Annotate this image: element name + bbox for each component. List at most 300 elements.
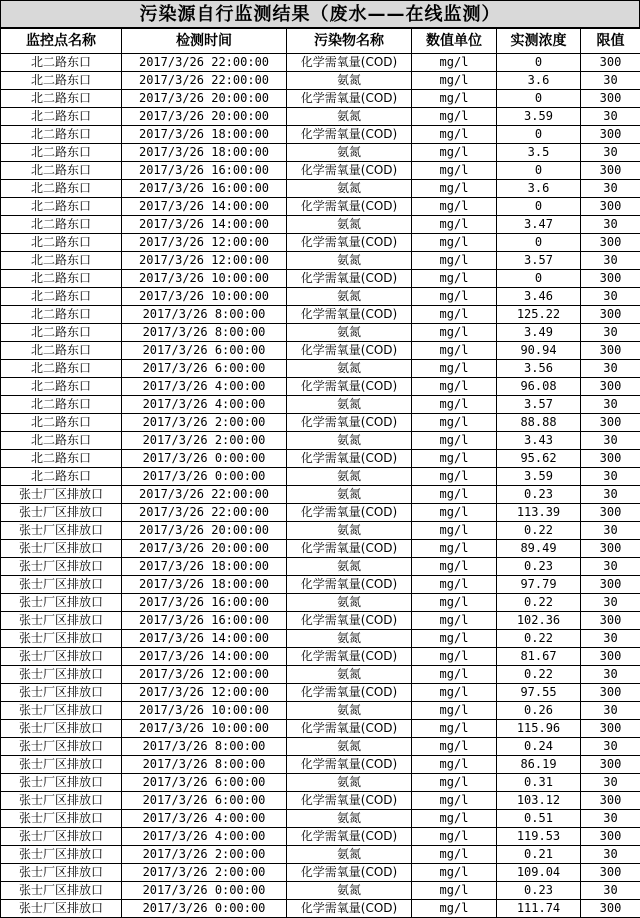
- detection-time-cell: 2017/3/26 6:00:00: [122, 342, 287, 360]
- detection-time-cell: 2017/3/26 18:00:00: [122, 576, 287, 594]
- unit-cell: mg/l: [412, 774, 497, 792]
- measured-concentration-cell: 0: [497, 162, 581, 180]
- unit-cell: mg/l: [412, 54, 497, 72]
- table-row: [1, 360, 640, 378]
- detection-time-cell: 2017/3/26 8:00:00: [122, 306, 287, 324]
- unit-cell: mg/l: [412, 144, 497, 162]
- table-row: [1, 108, 640, 126]
- site-name-cell: 张士厂区排放口: [1, 612, 122, 630]
- site-name-cell: 张士厂区排放口: [1, 846, 122, 864]
- measured-concentration-cell: 3.43: [497, 432, 581, 450]
- detection-time-cell: 2017/3/26 18:00:00: [122, 126, 287, 144]
- unit-cell: mg/l: [412, 270, 497, 288]
- site-name-cell: 北二路东口: [1, 414, 122, 432]
- site-name-cell: 张士厂区排放口: [1, 882, 122, 900]
- detection-time-cell: 2017/3/26 22:00:00: [122, 54, 287, 72]
- table-row: [1, 486, 640, 504]
- measured-concentration-cell: 88.88: [497, 414, 581, 432]
- unit-cell: mg/l: [412, 882, 497, 900]
- limit-cell: 30: [581, 558, 640, 576]
- pollutant-name-cell: 氨氮: [287, 846, 412, 864]
- table-header-row: [1, 29, 640, 54]
- limit-cell: 300: [581, 126, 640, 144]
- detection-time-cell: 2017/3/26 22:00:00: [122, 72, 287, 90]
- pollutant-name-cell: 化学需氧量(COD): [287, 126, 412, 144]
- detection-time-cell: 2017/3/26 10:00:00: [122, 270, 287, 288]
- pollutant-name-cell: 化学需氧量(COD): [287, 450, 412, 468]
- site-name-cell: 张士厂区排放口: [1, 576, 122, 594]
- unit-cell: mg/l: [412, 504, 497, 522]
- pollutant-name-cell: 氨氮: [287, 288, 412, 306]
- detection-time-cell: 2017/3/26 4:00:00: [122, 810, 287, 828]
- pollutant-name-cell: 氨氮: [287, 216, 412, 234]
- table-row: [1, 666, 640, 684]
- limit-cell: 300: [581, 450, 640, 468]
- detection-time-cell: 2017/3/26 0:00:00: [122, 450, 287, 468]
- limit-cell: 300: [581, 414, 640, 432]
- limit-cell: 300: [581, 162, 640, 180]
- pollutant-name-cell: 化学需氧量(COD): [287, 684, 412, 702]
- measured-concentration-cell: 0: [497, 234, 581, 252]
- limit-cell: 30: [581, 774, 640, 792]
- site-name-cell: 北二路东口: [1, 396, 122, 414]
- measured-concentration-cell: 119.53: [497, 828, 581, 846]
- pollutant-name-cell: 化学需氧量(COD): [287, 720, 412, 738]
- pollutant-name-cell: 氨氮: [287, 702, 412, 720]
- measured-concentration-cell: 3.56: [497, 360, 581, 378]
- measured-concentration-cell: 0.22: [497, 522, 581, 540]
- table-row: [1, 198, 640, 216]
- unit-cell: mg/l: [412, 126, 497, 144]
- site-name-cell: 北二路东口: [1, 324, 122, 342]
- limit-cell: 30: [581, 810, 640, 828]
- table-row: [1, 324, 640, 342]
- limit-cell: 30: [581, 396, 640, 414]
- site-name-cell: 张士厂区排放口: [1, 594, 122, 612]
- pollutant-name-cell: 氨氮: [287, 72, 412, 90]
- measured-concentration-cell: 3.59: [497, 108, 581, 126]
- table-row: [1, 594, 640, 612]
- limit-cell: 30: [581, 522, 640, 540]
- unit-cell: mg/l: [412, 450, 497, 468]
- table-row: [1, 396, 640, 414]
- measured-concentration-cell: 3.57: [497, 252, 581, 270]
- detection-time-cell: 2017/3/26 8:00:00: [122, 324, 287, 342]
- table-row: [1, 828, 640, 846]
- site-name-cell: 张士厂区排放口: [1, 522, 122, 540]
- header-site-name: 监控点名称: [1, 29, 122, 54]
- limit-cell: 30: [581, 324, 640, 342]
- detection-time-cell: 2017/3/26 8:00:00: [122, 738, 287, 756]
- table-row: [1, 720, 640, 738]
- table-row: [1, 846, 640, 864]
- unit-cell: mg/l: [412, 468, 497, 486]
- measured-concentration-cell: 0.22: [497, 594, 581, 612]
- unit-cell: mg/l: [412, 594, 497, 612]
- pollutant-name-cell: 氨氮: [287, 630, 412, 648]
- site-name-cell: 张士厂区排放口: [1, 504, 122, 522]
- site-name-cell: 北二路东口: [1, 126, 122, 144]
- detection-time-cell: 2017/3/26 12:00:00: [122, 684, 287, 702]
- pollutant-name-cell: 化学需氧量(COD): [287, 270, 412, 288]
- limit-cell: 300: [581, 540, 640, 558]
- table-row: [1, 252, 640, 270]
- table-row: [1, 270, 640, 288]
- header-limit: 限值: [581, 29, 640, 54]
- site-name-cell: 北二路东口: [1, 252, 122, 270]
- unit-cell: mg/l: [412, 666, 497, 684]
- measured-concentration-cell: 97.55: [497, 684, 581, 702]
- unit-cell: mg/l: [412, 810, 497, 828]
- pollutant-name-cell: 化学需氧量(COD): [287, 756, 412, 774]
- limit-cell: 30: [581, 486, 640, 504]
- site-name-cell: 北二路东口: [1, 342, 122, 360]
- unit-cell: mg/l: [412, 864, 497, 882]
- pollutant-name-cell: 氨氮: [287, 522, 412, 540]
- table-row: [1, 540, 640, 558]
- header-pollutant-name: 污染物名称: [287, 29, 412, 54]
- limit-cell: 30: [581, 702, 640, 720]
- unit-cell: mg/l: [412, 342, 497, 360]
- table-row: [1, 756, 640, 774]
- limit-cell: 300: [581, 234, 640, 252]
- pollutant-name-cell: 化学需氧量(COD): [287, 540, 412, 558]
- unit-cell: mg/l: [412, 648, 497, 666]
- measured-concentration-cell: 86.19: [497, 756, 581, 774]
- limit-cell: 300: [581, 198, 640, 216]
- pollutant-name-cell: 氨氮: [287, 396, 412, 414]
- detection-time-cell: 2017/3/26 12:00:00: [122, 666, 287, 684]
- pollutant-name-cell: 氨氮: [287, 774, 412, 792]
- pollutant-name-cell: 化学需氧量(COD): [287, 306, 412, 324]
- pollutant-name-cell: 化学需氧量(COD): [287, 828, 412, 846]
- site-name-cell: 北二路东口: [1, 198, 122, 216]
- table-row: [1, 216, 640, 234]
- limit-cell: 300: [581, 792, 640, 810]
- table-row: [1, 792, 640, 810]
- detection-time-cell: 2017/3/26 14:00:00: [122, 630, 287, 648]
- detection-time-cell: 2017/3/26 22:00:00: [122, 486, 287, 504]
- measured-concentration-cell: 0: [497, 198, 581, 216]
- table-row: [1, 702, 640, 720]
- unit-cell: mg/l: [412, 396, 497, 414]
- measured-concentration-cell: 0.26: [497, 702, 581, 720]
- site-name-cell: 张士厂区排放口: [1, 864, 122, 882]
- site-name-cell: 张士厂区排放口: [1, 756, 122, 774]
- unit-cell: mg/l: [412, 900, 497, 918]
- pollutant-name-cell: 氨氮: [287, 666, 412, 684]
- unit-cell: mg/l: [412, 684, 497, 702]
- measured-concentration-cell: 103.12: [497, 792, 581, 810]
- table-row: [1, 774, 640, 792]
- measured-concentration-cell: 89.49: [497, 540, 581, 558]
- site-name-cell: 北二路东口: [1, 108, 122, 126]
- site-name-cell: 北二路东口: [1, 54, 122, 72]
- pollutant-name-cell: 氨氮: [287, 432, 412, 450]
- pollutant-name-cell: 化学需氧量(COD): [287, 792, 412, 810]
- limit-cell: 30: [581, 432, 640, 450]
- limit-cell: 300: [581, 576, 640, 594]
- unit-cell: mg/l: [412, 252, 497, 270]
- unit-cell: mg/l: [412, 540, 497, 558]
- pollutant-name-cell: 化学需氧量(COD): [287, 900, 412, 918]
- detection-time-cell: 2017/3/26 16:00:00: [122, 612, 287, 630]
- unit-cell: mg/l: [412, 234, 497, 252]
- measured-concentration-cell: 95.62: [497, 450, 581, 468]
- measured-concentration-cell: 0.23: [497, 558, 581, 576]
- site-name-cell: 张士厂区排放口: [1, 900, 122, 918]
- unit-cell: mg/l: [412, 522, 497, 540]
- limit-cell: 300: [581, 648, 640, 666]
- pollutant-name-cell: 化学需氧量(COD): [287, 414, 412, 432]
- measured-concentration-cell: 3.6: [497, 180, 581, 198]
- detection-time-cell: 2017/3/26 6:00:00: [122, 792, 287, 810]
- pollutant-name-cell: 化学需氧量(COD): [287, 198, 412, 216]
- site-name-cell: 北二路东口: [1, 378, 122, 396]
- site-name-cell: 张士厂区排放口: [1, 810, 122, 828]
- measured-concentration-cell: 3.6: [497, 72, 581, 90]
- measured-concentration-cell: 111.74: [497, 900, 581, 918]
- limit-cell: 300: [581, 504, 640, 522]
- detection-time-cell: 2017/3/26 14:00:00: [122, 198, 287, 216]
- measured-concentration-cell: 3.5: [497, 144, 581, 162]
- detection-time-cell: 2017/3/26 6:00:00: [122, 360, 287, 378]
- detection-time-cell: 2017/3/26 10:00:00: [122, 288, 287, 306]
- table-row: [1, 522, 640, 540]
- detection-time-cell: 2017/3/26 4:00:00: [122, 828, 287, 846]
- pollutant-name-cell: 氨氮: [287, 144, 412, 162]
- limit-cell: 30: [581, 846, 640, 864]
- unit-cell: mg/l: [412, 378, 497, 396]
- pollutant-name-cell: 化学需氧量(COD): [287, 648, 412, 666]
- limit-cell: 30: [581, 666, 640, 684]
- measured-concentration-cell: 113.39: [497, 504, 581, 522]
- measured-concentration-cell: 3.46: [497, 288, 581, 306]
- measured-concentration-cell: 0: [497, 270, 581, 288]
- measured-concentration-cell: 96.08: [497, 378, 581, 396]
- unit-cell: mg/l: [412, 558, 497, 576]
- detection-time-cell: 2017/3/26 0:00:00: [122, 468, 287, 486]
- pollutant-name-cell: 氨氮: [287, 594, 412, 612]
- pollutant-name-cell: 化学需氧量(COD): [287, 90, 412, 108]
- measured-concentration-cell: 0: [497, 90, 581, 108]
- table-row: [1, 342, 640, 360]
- limit-cell: 300: [581, 90, 640, 108]
- site-name-cell: 北二路东口: [1, 288, 122, 306]
- table-row: [1, 432, 640, 450]
- monitoring-results-table: [0, 28, 640, 918]
- header-detection-time: 检测时间: [122, 29, 287, 54]
- pollutant-name-cell: 化学需氧量(COD): [287, 234, 412, 252]
- site-name-cell: 北二路东口: [1, 90, 122, 108]
- pollutant-name-cell: 氨氮: [287, 108, 412, 126]
- unit-cell: mg/l: [412, 846, 497, 864]
- page-title: 污染源自行监测结果（废水——在线监测）: [0, 0, 640, 28]
- header-measured-concentration: 实测浓度: [497, 29, 581, 54]
- limit-cell: 30: [581, 630, 640, 648]
- unit-cell: mg/l: [412, 162, 497, 180]
- site-name-cell: 张士厂区排放口: [1, 720, 122, 738]
- measured-concentration-cell: 3.59: [497, 468, 581, 486]
- limit-cell: 30: [581, 738, 640, 756]
- limit-cell: 30: [581, 108, 640, 126]
- pollutant-name-cell: 氨氮: [287, 486, 412, 504]
- measured-concentration-cell: 115.96: [497, 720, 581, 738]
- table-row: [1, 504, 640, 522]
- limit-cell: 30: [581, 216, 640, 234]
- table-row: [1, 126, 640, 144]
- table-row: [1, 612, 640, 630]
- pollutant-name-cell: 化学需氧量(COD): [287, 864, 412, 882]
- unit-cell: mg/l: [412, 756, 497, 774]
- table-row: [1, 378, 640, 396]
- limit-cell: 300: [581, 612, 640, 630]
- detection-time-cell: 2017/3/26 10:00:00: [122, 720, 287, 738]
- detection-time-cell: 2017/3/26 16:00:00: [122, 180, 287, 198]
- limit-cell: 300: [581, 756, 640, 774]
- table-row: [1, 864, 640, 882]
- detection-time-cell: 2017/3/26 18:00:00: [122, 558, 287, 576]
- limit-cell: 30: [581, 180, 640, 198]
- limit-cell: 300: [581, 684, 640, 702]
- table-row: [1, 468, 640, 486]
- table-row: [1, 180, 640, 198]
- unit-cell: mg/l: [412, 90, 497, 108]
- unit-cell: mg/l: [412, 288, 497, 306]
- measured-concentration-cell: 97.79: [497, 576, 581, 594]
- table-row: [1, 450, 640, 468]
- pollutant-name-cell: 氨氮: [287, 360, 412, 378]
- table-row: [1, 162, 640, 180]
- pollutant-name-cell: 化学需氧量(COD): [287, 54, 412, 72]
- detection-time-cell: 2017/3/26 12:00:00: [122, 252, 287, 270]
- limit-cell: 30: [581, 288, 640, 306]
- pollutant-name-cell: 化学需氧量(COD): [287, 378, 412, 396]
- limit-cell: 30: [581, 882, 640, 900]
- table-row: [1, 648, 640, 666]
- pollutant-name-cell: 氨氮: [287, 180, 412, 198]
- detection-time-cell: 2017/3/26 4:00:00: [122, 378, 287, 396]
- site-name-cell: 张士厂区排放口: [1, 666, 122, 684]
- measured-concentration-cell: 0.51: [497, 810, 581, 828]
- site-name-cell: 张士厂区排放口: [1, 684, 122, 702]
- pollutant-name-cell: 化学需氧量(COD): [287, 342, 412, 360]
- unit-cell: mg/l: [412, 486, 497, 504]
- table-row: [1, 414, 640, 432]
- site-name-cell: 张士厂区排放口: [1, 648, 122, 666]
- detection-time-cell: 2017/3/26 2:00:00: [122, 846, 287, 864]
- site-name-cell: 北二路东口: [1, 180, 122, 198]
- unit-cell: mg/l: [412, 630, 497, 648]
- site-name-cell: 北二路东口: [1, 234, 122, 252]
- measured-concentration-cell: 125.22: [497, 306, 581, 324]
- pollutant-name-cell: 氨氮: [287, 810, 412, 828]
- unit-cell: mg/l: [412, 306, 497, 324]
- limit-cell: 300: [581, 378, 640, 396]
- limit-cell: 300: [581, 864, 640, 882]
- table-body: [1, 54, 640, 918]
- measured-concentration-cell: 0.23: [497, 486, 581, 504]
- measured-concentration-cell: 0.31: [497, 774, 581, 792]
- pollutant-name-cell: 氨氮: [287, 252, 412, 270]
- detection-time-cell: 2017/3/26 12:00:00: [122, 234, 287, 252]
- detection-time-cell: 2017/3/26 2:00:00: [122, 414, 287, 432]
- table-row: [1, 738, 640, 756]
- unit-cell: mg/l: [412, 720, 497, 738]
- detection-time-cell: 2017/3/26 16:00:00: [122, 162, 287, 180]
- pollutant-name-cell: 化学需氧量(COD): [287, 504, 412, 522]
- measured-concentration-cell: 0.22: [497, 666, 581, 684]
- pollutant-name-cell: 化学需氧量(COD): [287, 162, 412, 180]
- detection-time-cell: 2017/3/26 20:00:00: [122, 90, 287, 108]
- detection-time-cell: 2017/3/26 0:00:00: [122, 900, 287, 918]
- detection-time-cell: 2017/3/26 20:00:00: [122, 108, 287, 126]
- unit-cell: mg/l: [412, 702, 497, 720]
- measured-concentration-cell: 3.47: [497, 216, 581, 234]
- site-name-cell: 北二路东口: [1, 468, 122, 486]
- table-row: [1, 630, 640, 648]
- detection-time-cell: 2017/3/26 10:00:00: [122, 702, 287, 720]
- pollutant-name-cell: 化学需氧量(COD): [287, 576, 412, 594]
- pollutant-name-cell: 氨氮: [287, 882, 412, 900]
- limit-cell: 300: [581, 900, 640, 918]
- site-name-cell: 张士厂区排放口: [1, 774, 122, 792]
- detection-time-cell: 2017/3/26 16:00:00: [122, 594, 287, 612]
- detection-time-cell: 2017/3/26 2:00:00: [122, 432, 287, 450]
- limit-cell: 300: [581, 270, 640, 288]
- site-name-cell: 张士厂区排放口: [1, 702, 122, 720]
- measured-concentration-cell: 81.67: [497, 648, 581, 666]
- measured-concentration-cell: 0: [497, 54, 581, 72]
- unit-cell: mg/l: [412, 738, 497, 756]
- site-name-cell: 北二路东口: [1, 72, 122, 90]
- site-name-cell: 张士厂区排放口: [1, 486, 122, 504]
- limit-cell: 30: [581, 144, 640, 162]
- site-name-cell: 北二路东口: [1, 216, 122, 234]
- pollutant-name-cell: 氨氮: [287, 738, 412, 756]
- table-row: [1, 900, 640, 918]
- unit-cell: mg/l: [412, 108, 497, 126]
- pollutant-name-cell: 化学需氧量(COD): [287, 612, 412, 630]
- table-row: [1, 306, 640, 324]
- table-row: [1, 810, 640, 828]
- measured-concentration-cell: 0.23: [497, 882, 581, 900]
- detection-time-cell: 2017/3/26 18:00:00: [122, 144, 287, 162]
- site-name-cell: 张士厂区排放口: [1, 630, 122, 648]
- site-name-cell: 北二路东口: [1, 306, 122, 324]
- table-row: [1, 54, 640, 72]
- measured-concentration-cell: 109.04: [497, 864, 581, 882]
- site-name-cell: 北二路东口: [1, 162, 122, 180]
- pollutant-name-cell: 氨氮: [287, 558, 412, 576]
- table-row: [1, 558, 640, 576]
- measured-concentration-cell: 3.49: [497, 324, 581, 342]
- unit-cell: mg/l: [412, 792, 497, 810]
- limit-cell: 30: [581, 360, 640, 378]
- table-row: [1, 234, 640, 252]
- measured-concentration-cell: 0.21: [497, 846, 581, 864]
- table-row: [1, 90, 640, 108]
- site-name-cell: 北二路东口: [1, 450, 122, 468]
- measured-concentration-cell: 102.36: [497, 612, 581, 630]
- measured-concentration-cell: 0.24: [497, 738, 581, 756]
- header-unit: 数值单位: [412, 29, 497, 54]
- site-name-cell: 张士厂区排放口: [1, 738, 122, 756]
- limit-cell: 300: [581, 828, 640, 846]
- table-row: [1, 882, 640, 900]
- unit-cell: mg/l: [412, 198, 497, 216]
- limit-cell: 300: [581, 720, 640, 738]
